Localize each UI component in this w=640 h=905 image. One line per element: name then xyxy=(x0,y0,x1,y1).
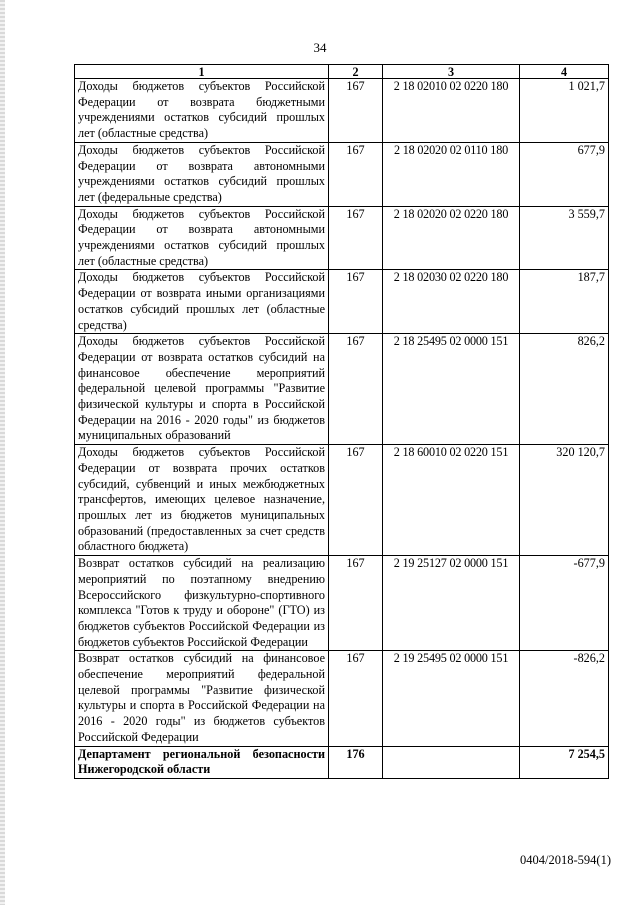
table-body xyxy=(75,79,609,779)
budget-table xyxy=(74,64,609,779)
row-amount: 3 559,7 xyxy=(520,206,609,270)
page-number: 34 xyxy=(313,40,327,55)
row-subject-code: 167 xyxy=(329,270,383,334)
row-amount: 320 120,7 xyxy=(520,445,609,556)
header-col-3: 3 xyxy=(383,65,520,79)
row-classification-code: 2 18 02030 02 0220 180 xyxy=(383,270,520,334)
row-subject-code: 167 xyxy=(329,556,383,651)
row-name: Доходы бюджетов субъектов Российской Федерации от возврата автономными учреждениями остатков субсидий прошлых лет (областные средства) xyxy=(75,206,329,270)
table-row xyxy=(75,334,609,445)
row-classification-code: 2 18 02010 02 0220 180 xyxy=(383,79,520,143)
header-col-2: 2 xyxy=(329,65,383,79)
row-subject-code: 167 xyxy=(329,142,383,206)
total-amount: 7 254,5 xyxy=(520,746,609,778)
header-col-4: 4 xyxy=(520,65,609,79)
row-name: Возврат остатков субсидий на реализацию мероприятий по поэтапному внедрению Всероссийского физкультурно-спортивного комплекса "Готов к труду и обороне" (ГТО) из бюджетов субъектов Российской Федерации из бюджетов субъектов Российской Федерации xyxy=(75,556,329,651)
row-subject-code: 167 xyxy=(329,445,383,556)
row-subject-code: 167 xyxy=(329,334,383,445)
row-classification-code: 2 19 25495 02 0000 151 xyxy=(383,651,520,746)
header-col-1: 1 xyxy=(75,65,329,79)
document-reference: 0404/2018-594(1) xyxy=(520,853,611,867)
row-name: Доходы бюджетов субъектов Российской Федерации от возврата иными организациями остатков субсидий прошлых лет (областные средства) xyxy=(75,270,329,334)
table-row xyxy=(75,556,609,651)
row-name: Доходы бюджетов субъектов Российской Федерации от возврата бюджетными учреждениями остатков субсидий прошлых лет (областные средства) xyxy=(75,79,329,143)
row-amount: 187,7 xyxy=(520,270,609,334)
row-amount: 677,9 xyxy=(520,142,609,206)
row-amount: -677,9 xyxy=(520,556,609,651)
row-amount: 826,2 xyxy=(520,334,609,445)
row-classification-code: 2 18 60010 02 0220 151 xyxy=(383,445,520,556)
table-row xyxy=(75,79,609,143)
total-name: Департамент региональной безопасности Нижегородской области xyxy=(75,746,329,778)
row-subject-code: 167 xyxy=(329,651,383,746)
table-header xyxy=(75,65,609,79)
table-row xyxy=(75,142,609,206)
row-name: Доходы бюджетов субъектов Российской Федерации от возврата прочих остатков субсидий, субвенций и иных межбюджетных трансфертов, имеющих целевое назначение, прошлых лет из бюджетов муниципальных образований (предоставленных за счет средств областного бюджета) xyxy=(75,445,329,556)
row-subject-code: 167 xyxy=(329,79,383,143)
row-amount: -826,2 xyxy=(520,651,609,746)
row-classification-code: 2 18 02020 02 0220 180 xyxy=(383,206,520,270)
row-name: Доходы бюджетов субъектов Российской Федерации от возврата остатков субсидий на финансовое обеспечение мероприятий федеральной целевой программы "Развитие физической культуры и спорта в Российской Федерации на 2016 - 2020 годы" из бюджетов муниципальных образований xyxy=(75,334,329,445)
total-row xyxy=(75,746,609,778)
row-name: Возврат остатков субсидий на финансовое обеспечение мероприятий федеральной целевой программы "Развитие физической культуры и спорта в Российской Федерации на 2016 - 2020 годы" из бюджетов субъектов Российской Федерации xyxy=(75,651,329,746)
row-classification-code: 2 18 25495 02 0000 151 xyxy=(383,334,520,445)
header-row xyxy=(75,65,609,79)
scan-edge xyxy=(0,0,5,905)
row-name: Доходы бюджетов субъектов Российской Федерации от возврата автономными учреждениями остатков субсидий прошлых лет (федеральные средства) xyxy=(75,142,329,206)
total-classification-code xyxy=(383,746,520,778)
table-row xyxy=(75,206,609,270)
table-row xyxy=(75,651,609,746)
total-subject-code: 176 xyxy=(329,746,383,778)
table-row xyxy=(75,445,609,556)
row-classification-code: 2 18 02020 02 0110 180 xyxy=(383,142,520,206)
table-row xyxy=(75,270,609,334)
row-classification-code: 2 19 25127 02 0000 151 xyxy=(383,556,520,651)
row-subject-code: 167 xyxy=(329,206,383,270)
row-amount: 1 021,7 xyxy=(520,79,609,143)
